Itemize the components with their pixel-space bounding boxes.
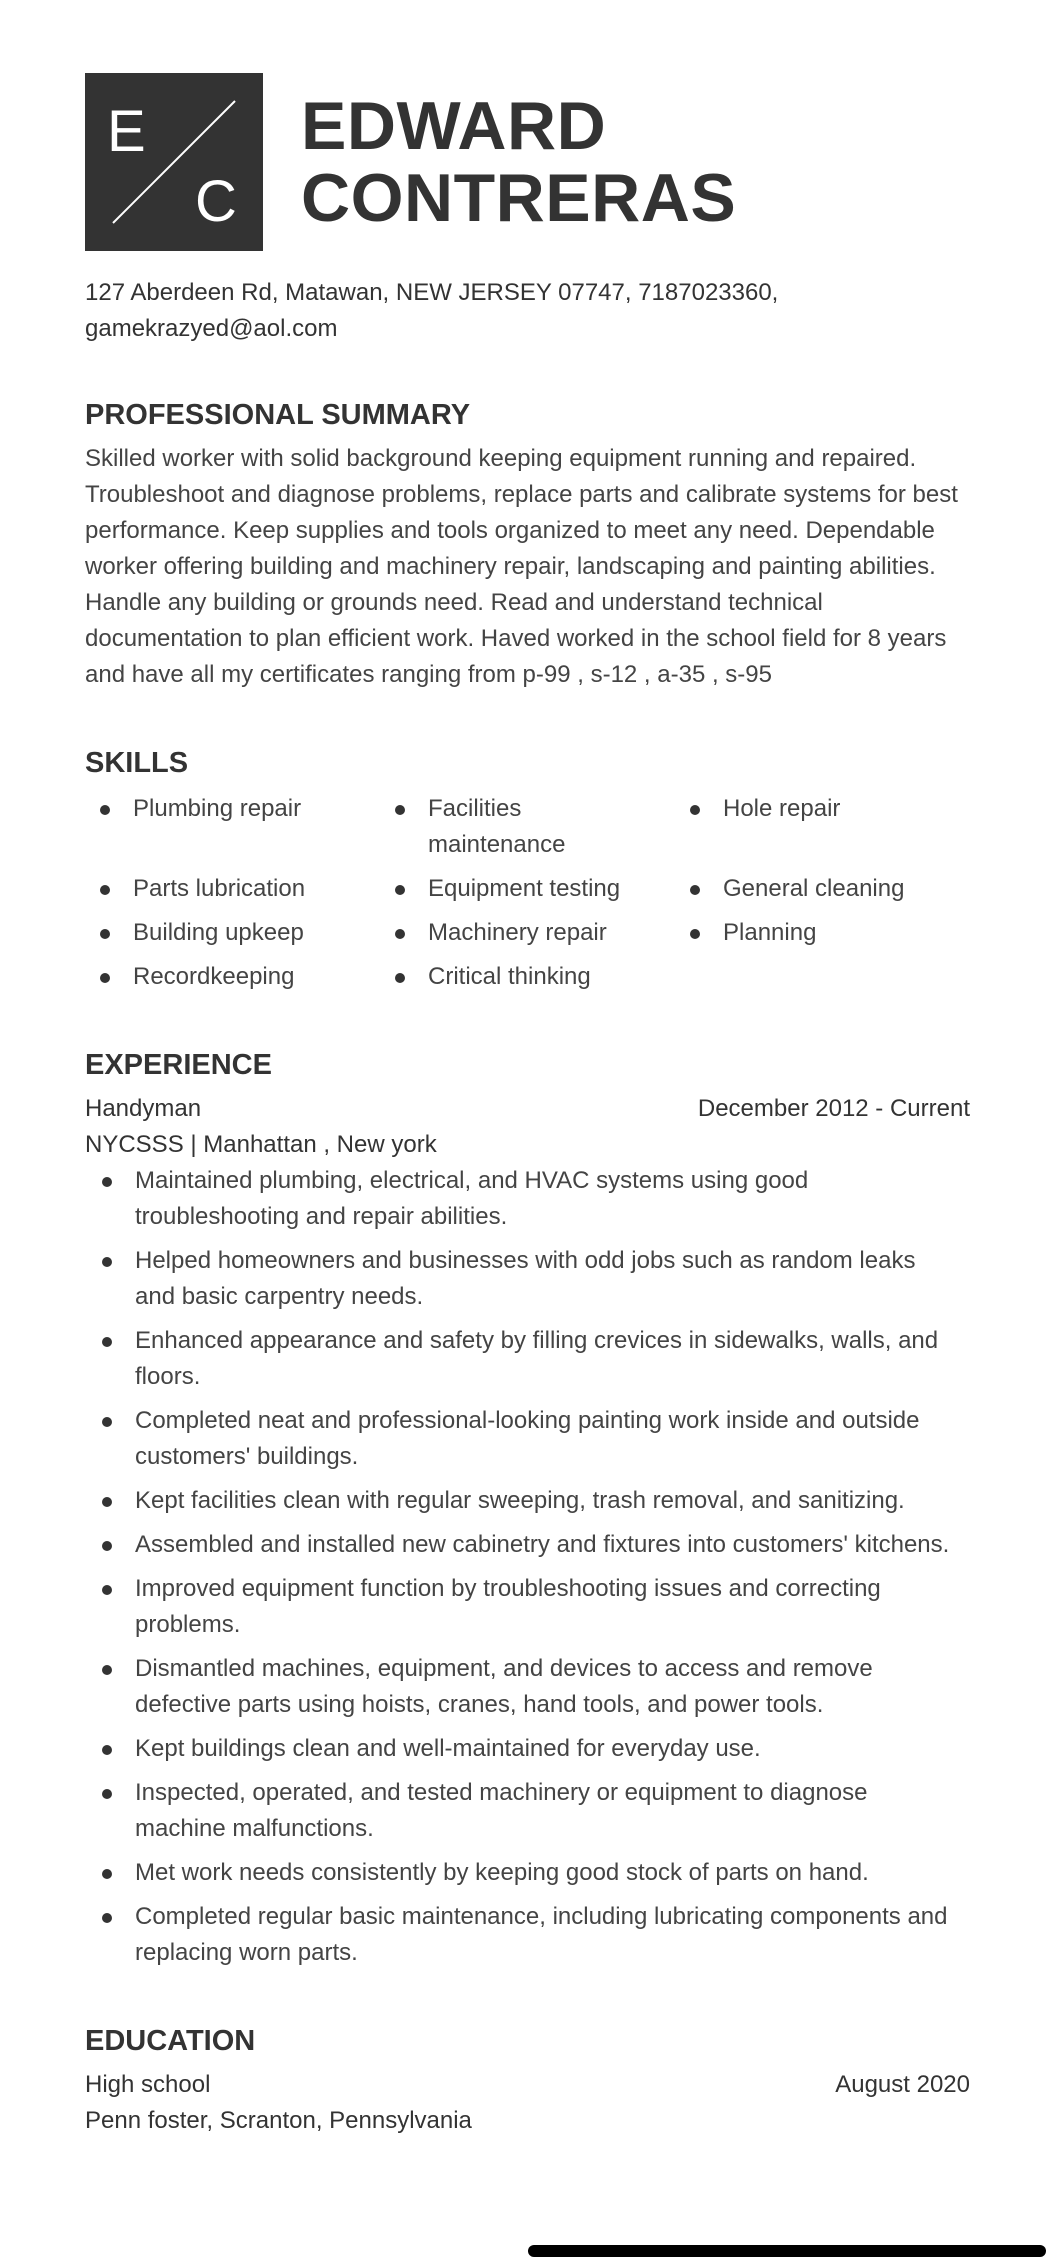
education-date: August 2020 <box>835 2071 970 2098</box>
list-item: Improved equipment function by troubleshooting issues and correcting problems. <box>85 1571 970 1643</box>
skills-grid <box>85 791 970 995</box>
list-item: Helped homeowners and businesses with odd jobs such as random leaks and basic carpentry needs. <box>85 1243 970 1315</box>
skill-item: General cleaning <box>675 871 970 907</box>
job-bullets <box>85 1163 970 1971</box>
job-company: NYCSSS | Manhattan , New york <box>85 1131 437 1158</box>
list-item: Kept facilities clean with regular sweeping, trash removal, and sanitizing. <box>85 1483 970 1519</box>
skill-item: Building upkeep <box>85 915 380 951</box>
resume-page <box>85 73 970 2139</box>
list-item: Inspected, operated, and tested machinery or equipment to diagnose machine malfunctions. <box>85 1775 970 1847</box>
education-header <box>85 2067 970 2103</box>
education-school: Penn foster, Scranton, Pennsylvania <box>85 2107 472 2134</box>
skills-section <box>85 745 970 995</box>
education-degree: High school <box>85 2071 211 2098</box>
resume-header <box>85 73 970 251</box>
list-item: Assembled and installed new cabinetry and fixtures into customers' kitchens. <box>85 1527 970 1563</box>
job-header <box>85 1091 970 1127</box>
list-item: Completed regular basic maintenance, including lubricating components and replacing worn parts. <box>85 1899 970 1971</box>
job-dates: December 2012 - Current <box>697 1095 970 1122</box>
list-item: Met work needs consistently by keeping good stock of parts on hand. <box>85 1855 970 1891</box>
list-item: Kept buildings clean and well-maintained for everyday use. <box>85 1731 970 1767</box>
experience-section <box>85 1047 970 1971</box>
skill-item: Planning <box>675 915 970 951</box>
monogram-last-initial: C <box>195 169 237 234</box>
experience-title: EXPERIENCE <box>85 1049 272 1081</box>
skill-item: Plumbing repair <box>85 791 380 863</box>
job-role: Handyman <box>85 1095 202 1122</box>
summary-text: Skilled worker with solid background keeping equipment running and repaired. Troubleshoot and diagnose problems, replace parts and calibrate systems for best performance. Keep supplies and tools organized to meet any need. Dependable worker offering building and machinery repair, landscaping and painting abilities. Handle any building or grounds need. Read and understand technical documentation to plan efficient work. Haved worked in the school field for 8 years and have all my certificates ranging from p-99 , s-12 , a-35 , s-95 <box>85 445 958 688</box>
list-item: Maintained plumbing, electrical, and HVAC systems using good troubleshooting and repair abilities. <box>85 1163 970 1235</box>
skill-item: Hole repair <box>675 791 970 863</box>
skill-item: Recordkeeping <box>85 959 380 995</box>
skill-item: Machinery repair <box>380 915 675 951</box>
first-name: EDWARD <box>301 88 607 164</box>
summary-section <box>85 397 970 693</box>
skill-item: Equipment testing <box>380 871 675 907</box>
skill-item: Facilities maintenance <box>380 791 675 863</box>
monogram-logo <box>85 73 263 251</box>
home-indicator[interactable] <box>528 2245 1046 2257</box>
summary-title: PROFESSIONAL SUMMARY <box>85 399 471 431</box>
list-item: Dismantled machines, equipment, and devices to access and remove defective parts using hoists, cranes, hand tools, and power tools. <box>85 1651 970 1723</box>
contact-info: 127 Aberdeen Rd, Matawan, NEW JERSEY 07747, 7187023360, gamekrazyed@aol.com <box>85 279 779 342</box>
education-section <box>85 2023 970 2139</box>
skill-item: Critical thinking <box>380 959 675 995</box>
monogram-first-initial: E <box>107 99 146 164</box>
skill-item: Parts lubrication <box>85 871 380 907</box>
candidate-name <box>301 90 736 234</box>
skills-title: SKILLS <box>85 747 189 779</box>
list-item: Completed neat and professional-looking painting work inside and outside customers' buildings. <box>85 1403 970 1475</box>
last-name: CONTRERAS <box>301 160 737 236</box>
list-item: Enhanced appearance and safety by filling crevices in sidewalks, walls, and floors. <box>85 1323 970 1395</box>
education-title: EDUCATION <box>85 2025 256 2057</box>
